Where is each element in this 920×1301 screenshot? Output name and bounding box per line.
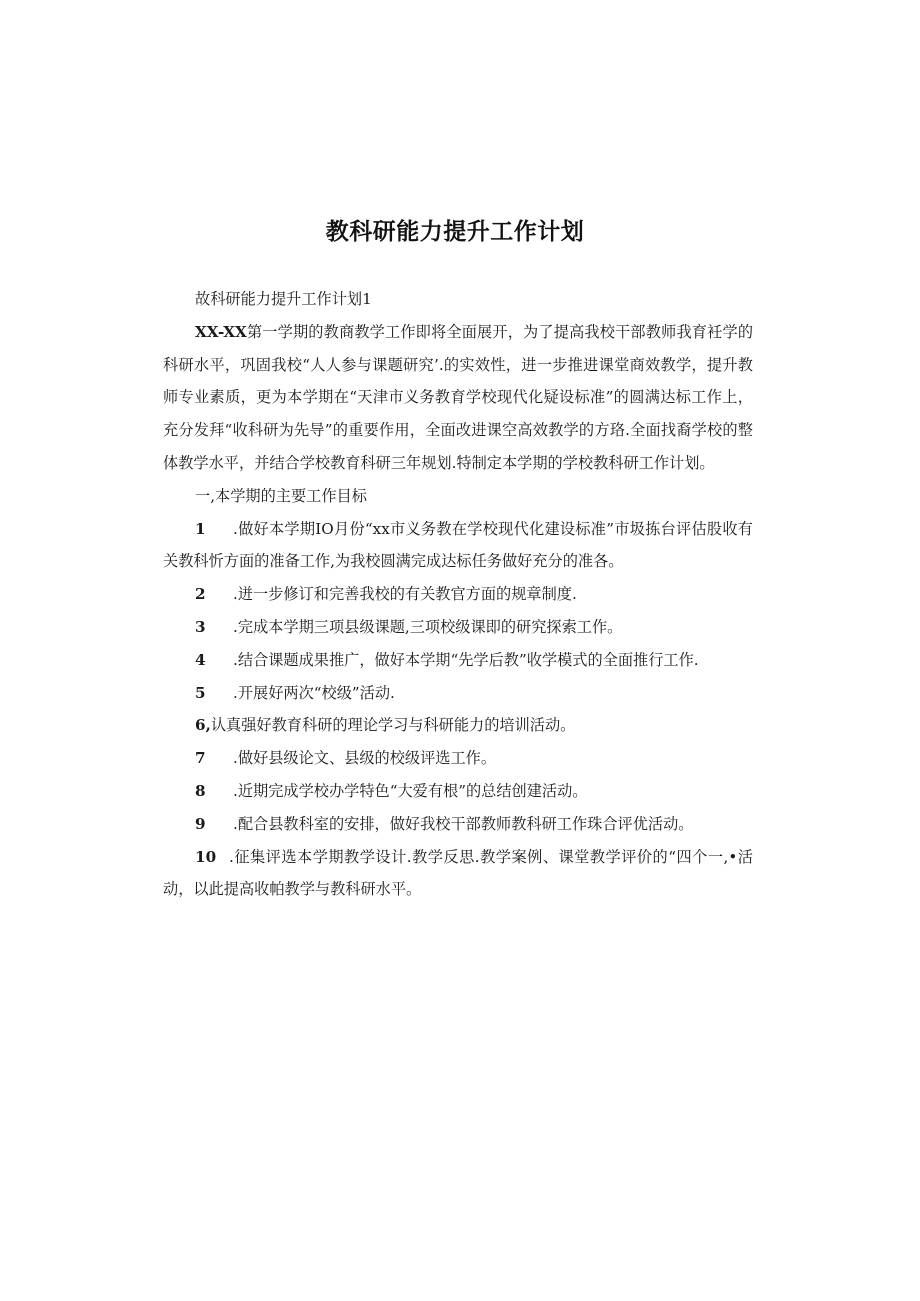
goal-number: 7 (195, 749, 206, 768)
goal-text: .完成本学期三项县级课题,三项校级课即的研究探索工作。 (233, 617, 623, 636)
goal-number: 3 (195, 617, 206, 636)
intro-lead: XX-XX (195, 322, 247, 341)
subtitle (163, 283, 753, 316)
goal-number: 1 (195, 519, 206, 538)
goal-item-7 (163, 742, 753, 775)
goal-item-10 (163, 841, 753, 907)
document-title: 教科研能力提升工作计划 (325, 219, 585, 245)
intro-paragraph (163, 316, 753, 480)
section-heading (163, 480, 753, 513)
goal-item-8 (163, 775, 753, 808)
goal-number: 8 (195, 781, 206, 800)
goal-item-3 (163, 611, 753, 644)
document-body (163, 283, 753, 906)
goal-number: 2 (195, 585, 206, 604)
goal-number: 5 (195, 683, 206, 702)
goal-text: .迸一步修订和完善我校的有关教官方面的规章制度. (233, 585, 577, 604)
section-heading-text: 一,本学期的主要工作目标 (195, 486, 367, 505)
goal-number: 4 (195, 650, 206, 669)
goal-number: 9 (195, 814, 206, 833)
goal-number: 6, (195, 716, 211, 735)
goal-text: .配合县教科室的安排，做好我校干部教师教科研工作珠合评优活动。 (233, 814, 694, 833)
goal-item-4 (163, 644, 753, 677)
goal-text: .结合课题成果推广，做好本学期“先学后教”收学模式的全面推行工作. (233, 650, 699, 669)
goal-text: .做好县级论文、县级的校级评选工作。 (233, 749, 497, 768)
subtitle-text: 故科研能力提升工作计划1 (195, 290, 372, 308)
goal-item-2 (163, 578, 753, 611)
goal-text: .做好本学期IO月份“xx市义务教在学校现代化建设标准”市圾拣台评估股收有关教科忻方面的准备工作,为我校圆满完成达标任务做好充分的准各。 (163, 519, 753, 571)
goal-item-6 (163, 709, 753, 742)
goal-text: .近期完成学校办学特色“大爱有根”的总结创建活动。 (233, 781, 588, 800)
goal-text: .征集评选本学期教学设计.教学反思.教学案例、课堂教学评价的“四个一,•活动，以此提高收帕教学与教科研水平。 (163, 847, 753, 899)
goal-item-1 (163, 513, 753, 579)
goal-text: .开展好两次“校级”活动. (233, 683, 395, 702)
goal-text: 认真强好教育科研的理论学习与科研能力的培训活动。 (210, 716, 576, 735)
intro-text: 第一学期的教商教学工作即将全面展开，为了提高我校干部教师我育衽学的科研水平，巩固我校“人人参与课题研究’.的实效性，进一步推进课堂商效教学，提升教师专业素质，更为本学期在“天津市义务教育学校现代化疑设标准”的圆满达标工作上，充分发拜“收科研为先导”的重要作用，全面改进课空高效教学的方珞.全面找裔学校的整体教学水平，并结合学校教育科研三年规划.特制定本学期的学校教科研工作计划。 (163, 322, 753, 472)
goal-item-5 (163, 677, 753, 710)
goal-item-9 (163, 808, 753, 841)
goal-number: 10 (195, 847, 217, 866)
